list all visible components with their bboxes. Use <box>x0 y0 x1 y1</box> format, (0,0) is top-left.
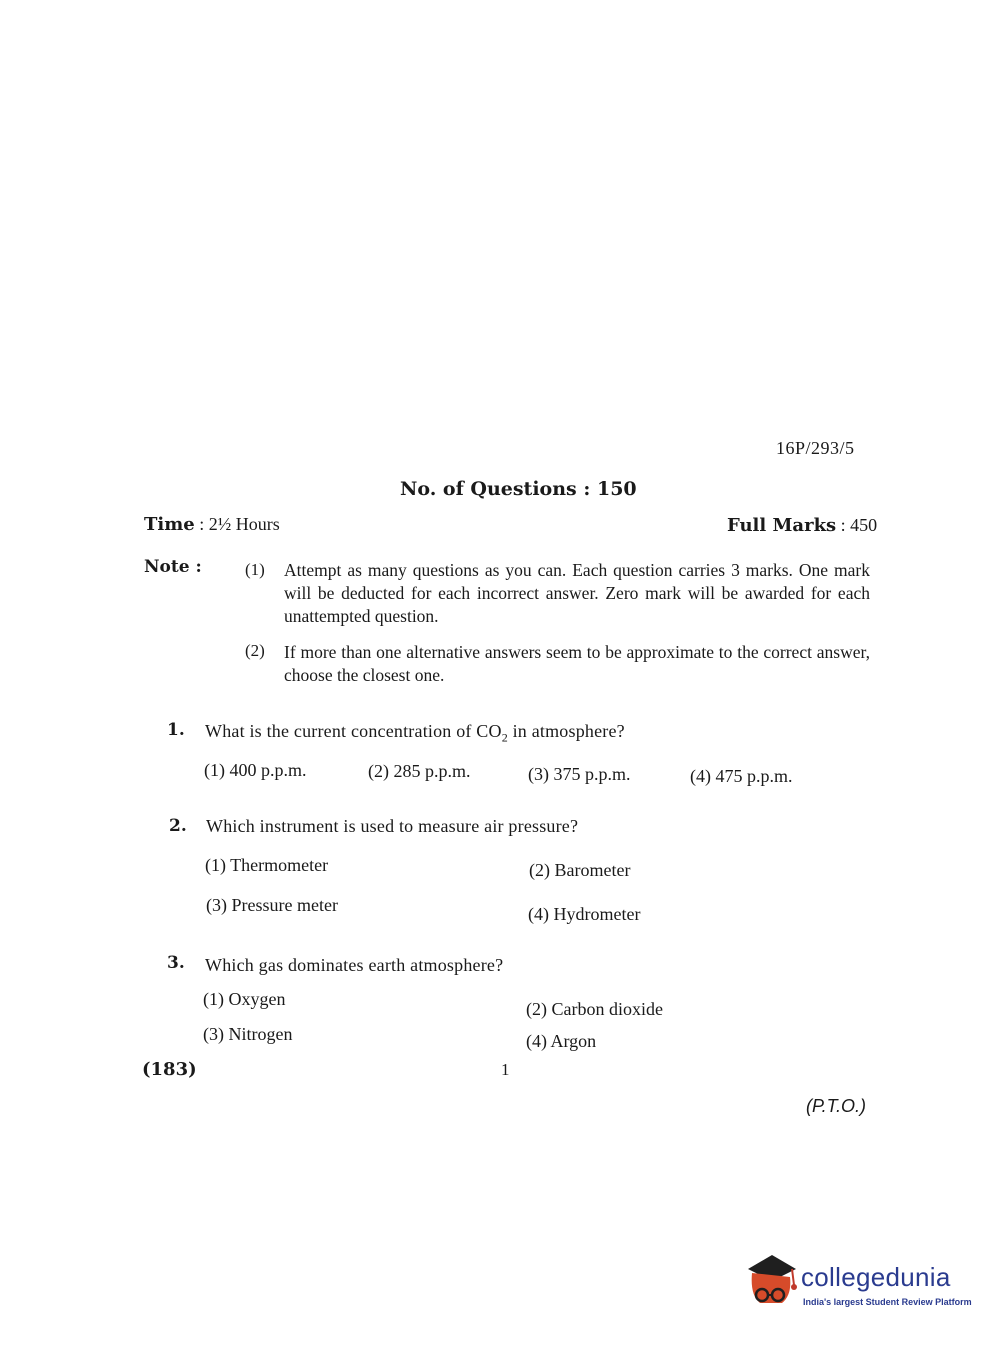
marks-label: Full Marks <box>727 515 837 536</box>
option[interactable]: (4) Hydrometer <box>528 904 641 924</box>
question-number: 2. <box>169 816 187 836</box>
option[interactable]: (2) 285 p.p.m. <box>368 761 471 781</box>
option[interactable]: (1) 400 p.p.m. <box>204 760 307 780</box>
option[interactable]: (2) Carbon dioxide <box>526 999 663 1019</box>
question-number: 1. <box>167 720 185 740</box>
subscript: 2 <box>501 730 508 745</box>
option[interactable]: (4) 475 p.p.m. <box>690 766 793 786</box>
note-item-number: (1) <box>245 560 265 579</box>
full-marks <box>727 515 877 536</box>
note-item-number: (2) <box>245 641 265 660</box>
note-label: Note : <box>144 557 202 577</box>
question-text-part: What is the current concentration of CO <box>205 721 502 741</box>
time-allowed <box>144 514 280 535</box>
question-number: 3. <box>167 953 185 973</box>
option[interactable]: (3) 375 p.p.m. <box>528 764 631 784</box>
mascot-icon <box>742 1247 802 1317</box>
time-value: : 2½ Hours <box>199 514 280 534</box>
booklet-code: (183) <box>142 1059 197 1080</box>
number-of-questions: No. of Questions : 150 <box>400 478 637 500</box>
time-label: Time <box>144 514 195 535</box>
question-text-part: in atmosphere? <box>507 721 625 741</box>
question-text: Which gas dominates earth atmosphere? <box>205 955 504 975</box>
note-item-text: If more than one alternative answers seem to be approximate to the correct answer, choose the closest one. <box>284 642 870 685</box>
marks-value: : 450 <box>840 515 878 535</box>
question-text <box>205 721 625 746</box>
option[interactable]: (1) Thermometer <box>205 855 329 875</box>
option[interactable]: (3) Nitrogen <box>203 1024 293 1044</box>
brand-name: collegedunia <box>801 1262 951 1292</box>
brand-tagline: India's largest Student Review Platform <box>803 1297 972 1307</box>
option[interactable]: (4) Argon <box>526 1031 597 1051</box>
option[interactable]: (1) Oxygen <box>203 989 286 1009</box>
paper-code: 16P/293/5 <box>776 438 855 458</box>
note-item-text: Attempt as many questions as you can. Each question carries 3 marks. One mark will be deducted for each incorrect answer. Zero mark will be awarded for each unattempted question. <box>284 560 870 626</box>
please-turn-over: (P.T.O.) <box>806 1096 867 1116</box>
question-text: Which instrument is used to measure air pressure? <box>206 816 579 836</box>
page-number: 1 <box>501 1060 510 1079</box>
option[interactable]: (2) Barometer <box>529 860 631 880</box>
option[interactable]: (3) Pressure meter <box>206 895 338 915</box>
